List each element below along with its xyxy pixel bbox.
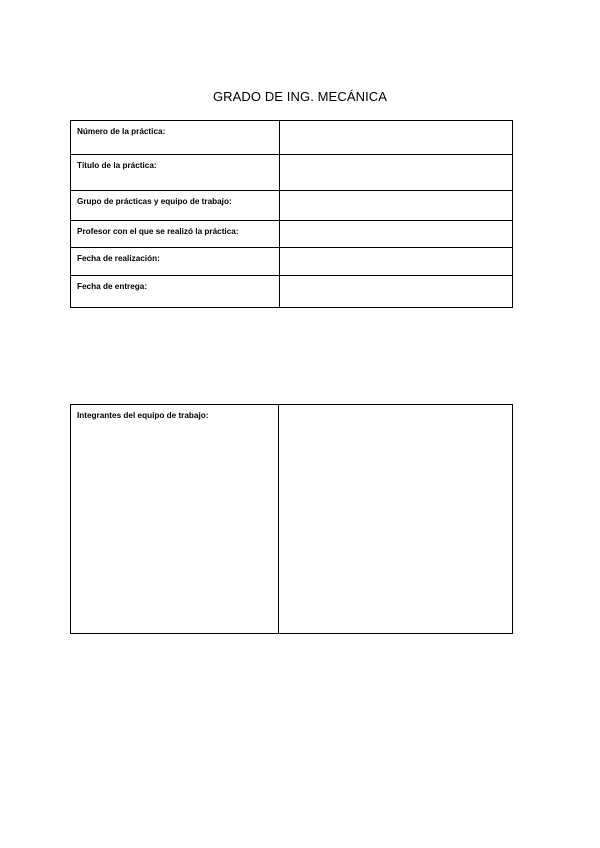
practice-number-field[interactable]: [280, 121, 513, 155]
professor-label-cell: [71, 221, 280, 248]
completion-date-label: Fecha de realización:: [77, 254, 160, 263]
team-members-label-cell: [71, 405, 279, 634]
table-row: [71, 405, 513, 634]
practice-info-table: [70, 120, 513, 308]
team-members-label: Integrantes del equipo de trabajo:: [77, 411, 209, 420]
practice-number-label: Número de la práctica:: [77, 127, 166, 136]
team-members-field[interactable]: [279, 405, 513, 634]
table-row: [71, 248, 513, 276]
professor-field[interactable]: [280, 221, 513, 248]
table-row: [71, 191, 513, 221]
professor-label: Profesor con el que se realizó la práctica:: [77, 227, 239, 236]
practice-title-label-cell: [71, 155, 280, 191]
delivery-date-label: Fecha de entrega:: [77, 282, 148, 291]
practice-group-label: Grupo de prácticas y equipo de trabajo:: [77, 197, 232, 206]
practice-number-label-cell: [71, 121, 280, 155]
delivery-date-label-cell: [71, 276, 280, 308]
page-title: GRADO DE ING. MECÁNICA: [212, 89, 388, 104]
practice-group-label-cell: [71, 191, 280, 221]
delivery-date-field[interactable]: [280, 276, 513, 308]
completion-date-label-cell: [71, 248, 280, 276]
table-row: [71, 276, 513, 308]
practice-group-field[interactable]: [280, 191, 513, 221]
team-members-table: [70, 404, 513, 634]
table-row: [71, 155, 513, 191]
practice-title-label: Título de la práctica:: [77, 161, 157, 170]
table-row: [71, 221, 513, 248]
completion-date-field[interactable]: [280, 248, 513, 276]
practice-title-field[interactable]: [280, 155, 513, 191]
table-row: [71, 121, 513, 155]
